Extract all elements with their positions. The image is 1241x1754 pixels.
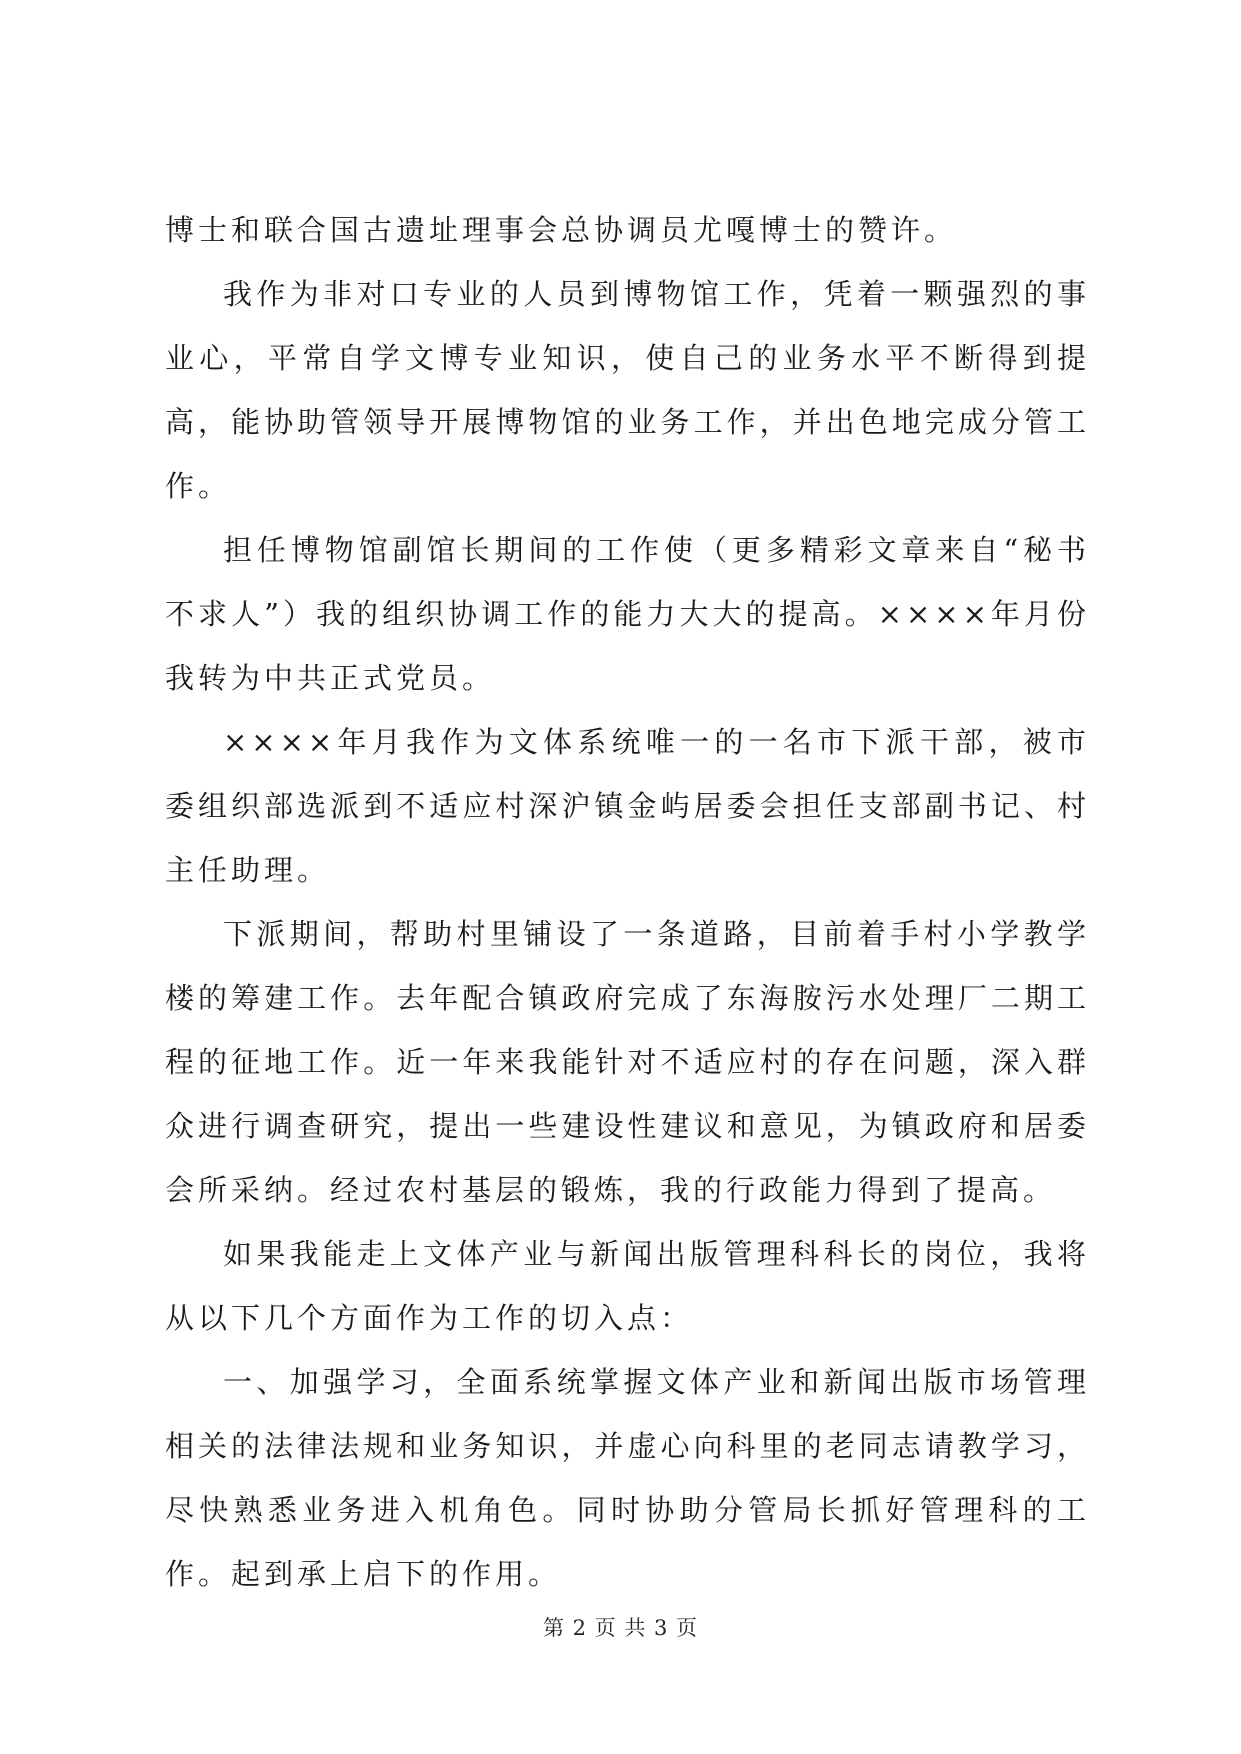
paragraph-dispatched-cadre: ××××年月我作为文体系统唯一的一名市下派干部，被市委组织部选派到不适应村深沪镇金屿居委会担任支部副书记、村主任助理。 (165, 725, 1090, 887)
paragraph-if-appointed: 如果我能走上文体产业与新闻出版管理科科长的岗位，我将从以下几个方面作为工作的切入点： (165, 1237, 1090, 1335)
paragraph-museum-work: 我作为非对口专业的人员到博物馆工作，凭着一颗强烈的事业心，平常自学文博专业知识，使自己的业务水平不断得到提高，能协助管领导开展博物馆的业务工作，并出色地完成分管工作。 (165, 277, 1090, 503)
paragraph-continuation: 博士和联合国古遗址理事会总协调员尤嘎博士的赞许。 (165, 213, 958, 247)
document-body (165, 198, 1090, 1606)
paragraph-point-one: 一、加强学习，全面系统掌握文体产业和新闻出版市场管理相关的法律法规和业务知识，并虚心向科里的老同志请教学习，尽快熟悉业务进入机角色。同时协助分管局长抓好管理科的工作。起到承上启下的作用。 (165, 1365, 1090, 1591)
paragraph-deputy-curator: 担任博物馆副馆长期间的工作使（更多精彩文章来自“秘书不求人”）我的组织协调工作的能力大大的提高。××××年月份我转为中共正式党员。 (165, 533, 1090, 695)
page-footer: 第 2 页 共 3 页 (542, 1616, 699, 1640)
paragraph-dispatch-period: 下派期间，帮助村里铺设了一条道路，目前着手村小学教学楼的筹建工作。去年配合镇政府完成了东海胺污水处理厂二期工程的征地工作。近一年来我能针对不适应村的存在问题，深入群众进行调查研究，提出一些建设性建议和意见，为镇政府和居委会所采纳。经过农村基层的锻炼，我的行政能力得到了提高。 (165, 917, 1090, 1207)
